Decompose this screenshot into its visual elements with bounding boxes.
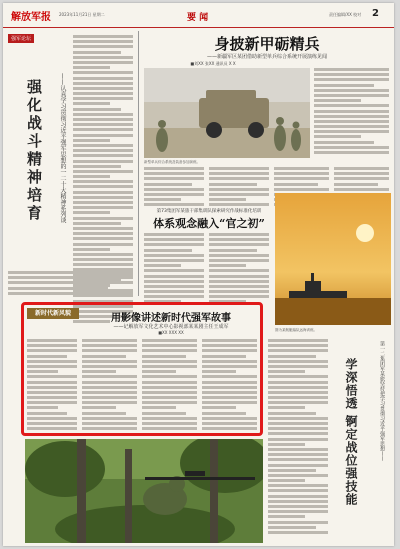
right-column-text <box>268 339 328 536</box>
newspaper-page <box>3 3 394 546</box>
top-story-photo <box>144 68 310 158</box>
right-story-kicker: 第一二集团军某旅坚持把学习贯彻习近平强军思想—— <box>379 341 385 461</box>
middle-story-body-col1 <box>144 233 204 306</box>
middle-story-photo <box>275 193 391 325</box>
featured-story-banner: 新时代新风貌 <box>27 308 79 319</box>
masthead <box>3 3 394 28</box>
middle-story-photo-caption: 图为某舰艇编队远海训练。 <box>275 328 317 332</box>
left-story-headline: 强化战斗精神培育 <box>25 79 43 223</box>
featured-story-subtitle: ——记解放军文化艺术中心影视部某某剧主任王成军 <box>113 324 229 330</box>
featured-story-byline: ■XX XXX XX <box>158 330 184 335</box>
featured-story-highlight-box <box>21 302 263 436</box>
section-title: 要 闻 <box>187 13 209 23</box>
featured-story-headline: 用影像讲述新时代强军故事 <box>111 313 231 324</box>
top-story-photo-caption: 新型单兵综合系统及装备参加演练。 <box>144 160 200 164</box>
left-story-body-bottom <box>8 271 133 297</box>
left-story-tag: 强军论坛 <box>8 34 34 43</box>
middle-story-headline: 体系观念融入“官之初” <box>153 217 265 230</box>
middle-story-body-col2 <box>209 233 269 306</box>
top-story-subtitle: ——新疆军区某团借助新型单兵综合系统开展演练见闻 <box>206 54 327 60</box>
editor-credit: 责任编辑/XX 校对 <box>329 12 362 17</box>
top-story-body-col1 <box>144 167 204 209</box>
dateline: 2023年11月21日 星期二 <box>59 12 105 17</box>
top-story-headline: 身披新甲砺精兵 <box>214 35 320 53</box>
featured-story-photo <box>25 439 263 543</box>
top-story-sidebar-text <box>314 68 389 156</box>
newspaper-logo: 解放军报 <box>11 12 51 23</box>
right-story-headline: 学深悟透 锕定战位强技能 <box>344 358 358 507</box>
middle-story-kicker: 第73集团军某旅干部集训队探索研究作战标准化培训 <box>156 209 262 214</box>
top-story-body-col2 <box>209 167 269 209</box>
page-number: 2 <box>372 8 379 19</box>
top-story-byline: ■刘XX 张XX 通讯员 X X <box>190 61 236 66</box>
column-divider <box>138 31 139 296</box>
left-story-subtitle: ——认真学习贯彻习近平强军思想的一二十大精神系列谈 <box>59 73 66 223</box>
